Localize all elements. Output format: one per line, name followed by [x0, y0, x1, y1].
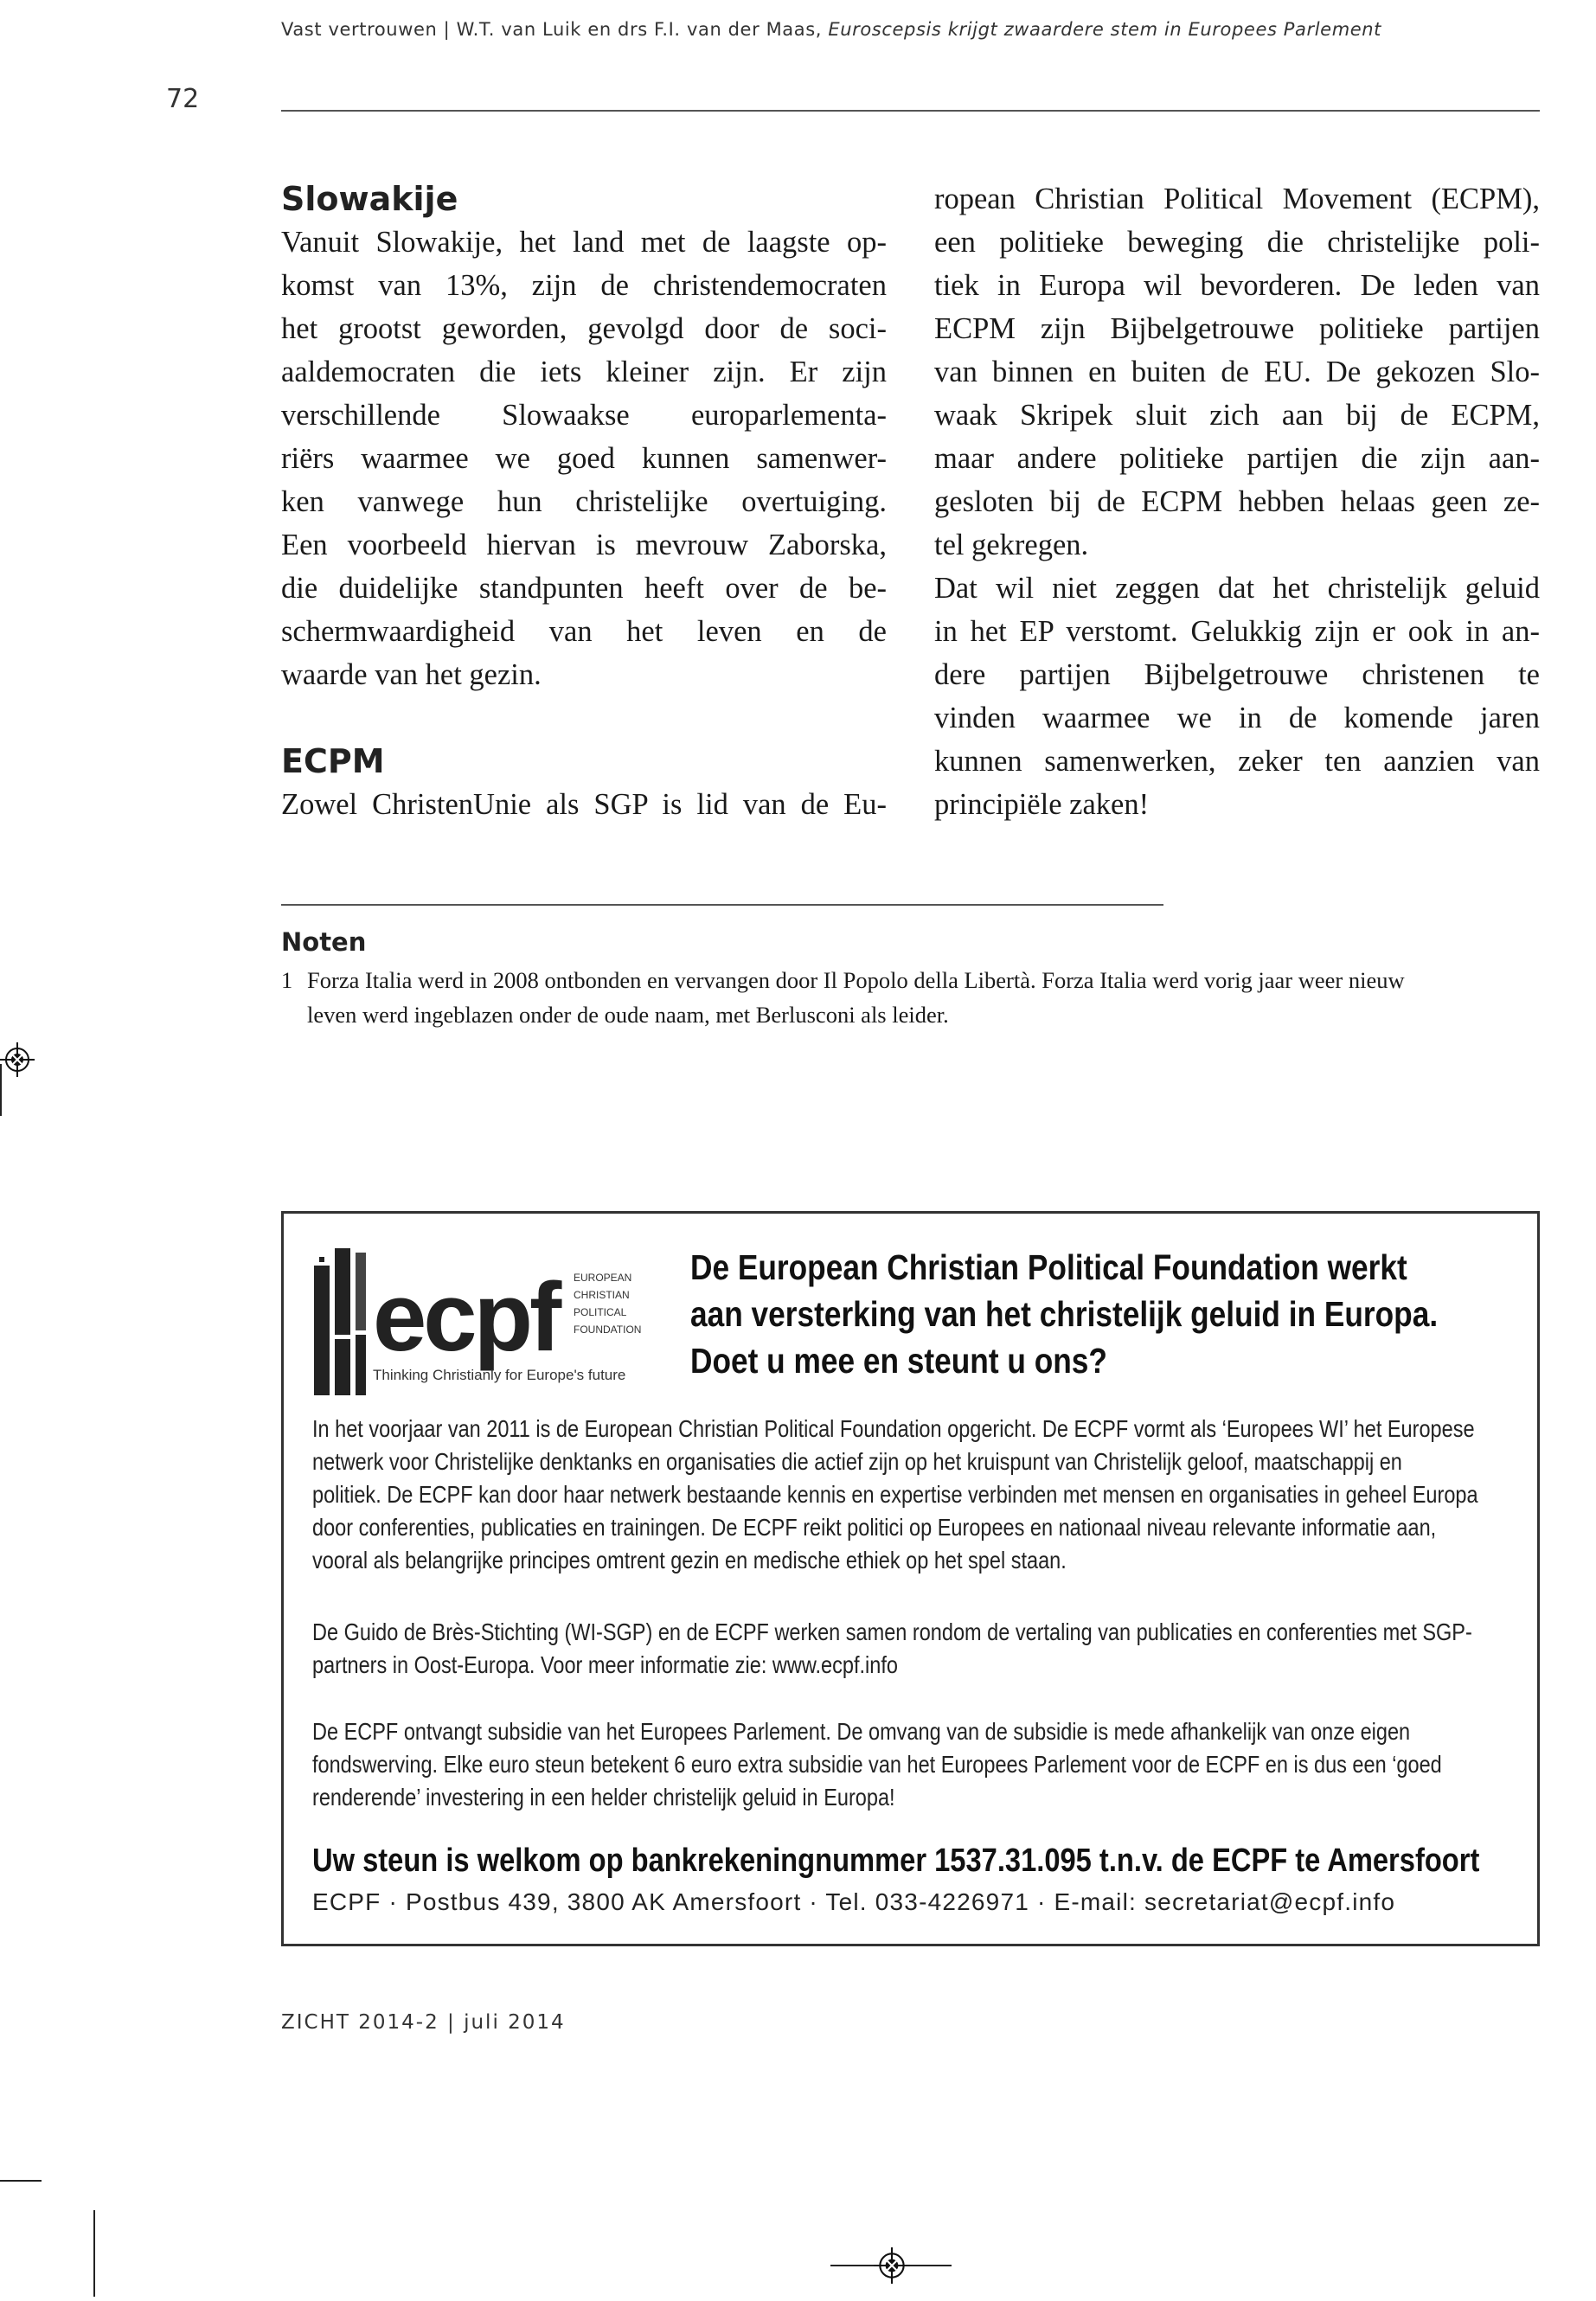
logo-bar: [356, 1335, 366, 1395]
page-footer: ZICHT 2014-2 | juli 2014: [281, 2011, 566, 2034]
headline-line: De European Christian Political Foundation werkt: [690, 1247, 1407, 1287]
advert-line: netwerk voor Christelijke denktanks en organisaties die actief zijn op het kruispunt van Christelijk geloof, maatschappij en: [312, 1448, 1402, 1475]
advert-line: De Guido de Brès-Stichting (WI-SGP) en de ECPF werken samen rondom de vertaling van publicaties en conferenties met SGP-: [312, 1618, 1472, 1645]
text-line: ECPM zijn Bijbelgetrouwe politieke partijen: [934, 312, 1540, 345]
running-head-title: Euroscepsis krijgt zwaardere stem in Europees Parlement: [828, 19, 1382, 40]
notes-rule: [281, 904, 1163, 906]
logo-side-text: FOUNDATION: [574, 1324, 642, 1336]
logo-bar: [356, 1253, 366, 1330]
left-column: [281, 177, 887, 826]
text-line: in het EP verstomt. Gelukkig zijn er ook in an-: [934, 615, 1540, 648]
text-line: Een voorbeeld hiervan is mevrouw Zaborska,: [281, 529, 887, 561]
paragraph-ecpm-continued: [934, 177, 1540, 567]
advert-line: In het voorjaar van 2011 is de European Christian Political Foundation opgericht. De ECPF vormt als ‘Europees WI’ het Europese: [312, 1415, 1475, 1442]
advert-line: fondswerving. Elke euro steun betekent 6 euro extra subsidie van het Europees Parlement voor de ECPF en is dus een ‘goed: [312, 1751, 1442, 1778]
logo-side-text: POLITICAL: [574, 1306, 627, 1318]
text-line: komst van 13%, zijn de christendemocraten: [281, 269, 887, 302]
text-line: Zowel ChristenUnie als SGP is lid van de Eu-: [281, 788, 887, 821]
text-line: een politieke beweging die christelijke poli-: [934, 226, 1540, 259]
text-line: ken vanwege hun christelijke overtuiging.: [281, 485, 887, 518]
advert-paragraph: [312, 1413, 1496, 1577]
running-head-authors: Vast vertrouwen | W.T. van Luik en drs F.I. van der Maas,: [281, 19, 829, 40]
notes-heading: Noten: [281, 927, 367, 957]
advert-line: De ECPF ontvangt subsidie van het Europees Parlement. De omvang van de subsidie is mede afhankelijk van onze eigen: [312, 1718, 1411, 1745]
headline-line: aan versterking van het christelijk geluid in Europa.: [690, 1294, 1439, 1334]
text-line: waarde van het gezin.: [281, 658, 542, 691]
header-rule: [281, 110, 1540, 112]
advert-line: door conferenties, publicaties en trainingen. De ECPF reikt politici op Europees en nationaal niveau relevante informatie aan,: [312, 1514, 1437, 1541]
text-line: kunnen samenwerken, zeker ten aanzien van: [934, 745, 1540, 778]
text-line: schermwaardigheid van het leven en de: [281, 615, 887, 648]
logo-bar: [335, 1339, 350, 1395]
ecpf-logo: [314, 1248, 660, 1400]
text-line: van binnen en buiten de EU. De gekozen Slo-: [934, 356, 1540, 388]
footnote-number: 1: [281, 967, 293, 993]
advert-line: renderende’ investering in een helder christelijk geluid in Europa!: [312, 1784, 895, 1811]
logo-bar: [314, 1266, 330, 1395]
logo-dot: [319, 1257, 324, 1262]
section-heading-ecpm: ECPM: [281, 742, 385, 780]
text-line: maar andere politieke partijen die zijn aan-: [934, 442, 1540, 475]
advert-headline: [690, 1244, 1439, 1384]
registration-mark-icon: [874, 2247, 910, 2284]
footnote: [281, 963, 1540, 1032]
logo-tagline: Thinking Christianly for Europe's future: [373, 1367, 626, 1383]
ecpf-advert: [281, 1211, 1540, 1946]
bank-account-line: Uw steun is welkom op bankrekeningnummer 1537.31.095 t.n.v. de ECPF te Amersfoort: [312, 1843, 1480, 1879]
text-line: verschillende Slowaakse europarlementa-: [281, 399, 887, 432]
text-line: dere partijen Bijbelgetrouwe christenen te: [934, 658, 1540, 691]
advert-paragraph: [312, 1616, 1496, 1682]
advert-line: vooral als belangrijke principes omtrent gezin en medische ethiek op het spel staan.: [312, 1547, 1067, 1574]
right-column: [934, 177, 1540, 826]
text-line: tel gekregen.: [934, 529, 1089, 561]
text-line: waak Skripek sluit zich aan bij de ECPM,: [934, 399, 1540, 432]
paragraph-ecpm: [281, 783, 887, 826]
text-line: aaldemocraten die iets kleiner zijn. Er zijn: [281, 356, 887, 388]
logo-side-text: EUROPEAN: [574, 1272, 632, 1284]
text-line: principiële zaken!: [934, 788, 1150, 821]
advert-line: partners in Oost-Europa. Voor meer informatie zie: www.ecpf.info: [312, 1651, 898, 1678]
advert-paragraph: [312, 1715, 1496, 1814]
logo-side-text: CHRISTIAN: [574, 1289, 630, 1301]
contact-line: ECPF · Postbus 439, 3800 AK Amersfoort · Tel. 033-4226971 · E-mail: secretariat@ecpf.info: [312, 1888, 1396, 1915]
crop-mark: [93, 2210, 95, 2297]
text-line: Dat wil niet zeggen dat het christelijk geluid: [934, 572, 1540, 605]
headline-line: Doet u mee en steunt u ons?: [690, 1341, 1107, 1381]
footnote-line: Forza Italia werd in 2008 ontbonden en vervangen door Il Popolo della Libertà. Forza Italia werd vorig jaar weer nieuw: [307, 967, 1405, 993]
text-line: tiek in Europa wil bevorderen. De leden van: [934, 269, 1540, 302]
paragraph-slowakije: [281, 221, 887, 696]
paragraph-closing: [934, 567, 1540, 826]
registration-mark-icon: [0, 1042, 35, 1077]
text-line: het grootst geworden, gevolgd door de soci-: [281, 312, 887, 345]
advert-line: politiek. De ECPF kan door haar netwerk bestaande kennis en expertise verbinden met mensen en organisaties in geheel Europa: [312, 1481, 1478, 1508]
logo-bar: [335, 1248, 350, 1335]
running-head: [281, 19, 1381, 40]
crop-mark: [0, 2180, 42, 2182]
section-heading-slowakije: Slowakije: [281, 180, 458, 218]
text-line: ropean Christian Political Movement (ECPM),: [934, 183, 1540, 215]
text-line: riërs waarmee we goed kunnen samenwer-: [281, 442, 887, 475]
text-line: die duidelijke standpunten heeft over de be-: [281, 572, 887, 605]
logo-wordmark: ecpf: [373, 1263, 559, 1371]
text-line: vinden waarmee we in de komende jaren: [934, 702, 1540, 734]
page-number: 72: [166, 84, 200, 114]
footnote-line: leven werd ingeblazen onder de oude naam, met Berlusconi als leider.: [307, 1002, 949, 1028]
text-line: Vanuit Slowakije, het land met de laagste op-: [281, 226, 887, 259]
text-line: gesloten bij de ECPM hebben helaas geen ze-: [934, 485, 1540, 518]
